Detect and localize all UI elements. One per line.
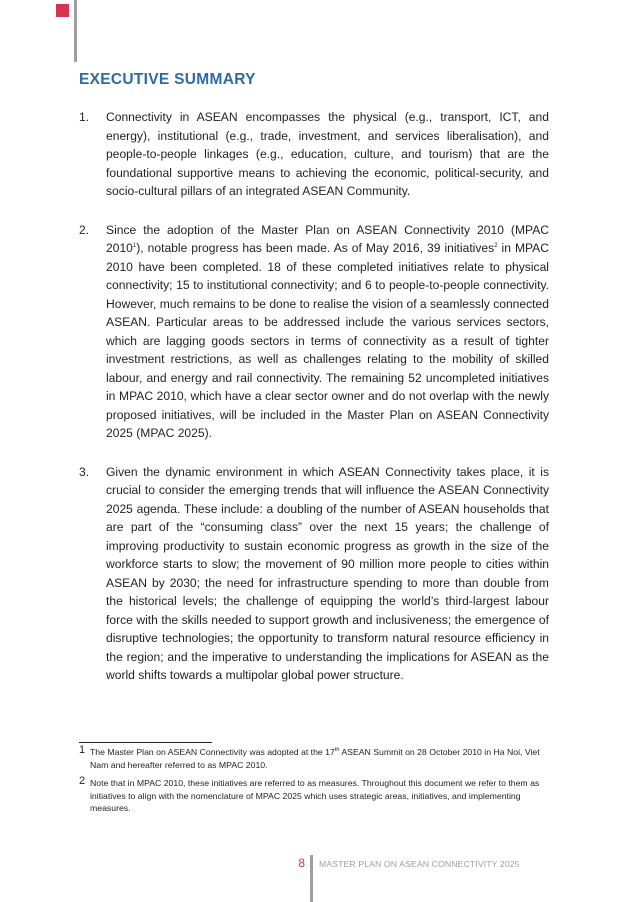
footnote-ref-1[interactable]: 1 [132, 242, 137, 249]
corner-accent-square [56, 4, 69, 17]
footnote-divider [79, 742, 212, 743]
footnote-text-part-a: The Master Plan on ASEAN Connectivity was adopted at the 17 [90, 747, 335, 757]
summary-paragraph-3 [79, 463, 549, 685]
footnote-superscript: th [334, 747, 340, 754]
paragraph-text-part-a: Since the adoption of the Master Plan on ASEAN Connectivity 2010 (MPAC 2010 [106, 222, 549, 255]
paragraph-number: 3. [79, 464, 90, 479]
footnotes [79, 746, 549, 821]
paragraph-number: 1. [79, 110, 90, 124]
summary-paragraph-2 [79, 221, 549, 443]
paragraph-number: 2. [79, 222, 90, 237]
page-number: 8 [298, 856, 305, 870]
paragraph-text-part-c: in MPAC 2010 have been completed. 18 of these completed initiatives relate to physical connectivity; 15 to institutional connectivity; and 6 to people-to-people connectivity. However, much remains to be done to realise the vision of a seamlessly connected ASEAN. Particular areas to be addressed include the various services sectors, which are lagging goods sectors in terms of connectivity as a result of tighter investment restrictions, as well as challenges relating to the mobility of skilled labour, and energy and rail connectivity. The remaining 52 uncompleted initiatives in MPAC 2010, which have a clear sector owner and do not overlap with the newly proposed initiatives, will be included in the Master Plan on ASEAN Connectivity 2025 (MPAC 2025). [106, 241, 549, 440]
footnote-2 [79, 777, 549, 815]
paragraph-text: Connectivity in ASEAN encompasses the physical (e.g., transport, ICT, and energy), institutional (e.g., trade, investment, and services liberalisation), and people-to-people linkages (e.g., education, culture, and tourism) that are the foundational supportive means to achieving the economic, political-security, and socio-cultural pillars of an integrated ASEAN Community. [106, 110, 549, 198]
footnote-ref-2[interactable]: 2 [494, 242, 498, 249]
footer-document-title: MASTER PLAN ON ASEAN CONNECTIVITY 2025 [319, 859, 520, 869]
summary-paragraph-1 [79, 108, 549, 201]
footnote-text: Note that in MPAC 2010, these initiatives are referred to as measures. Throughout this document we refer to them as initiatives to align with the nomenclature of MPAC 2025 which uses strategic areas, initiatives, and implementing measures. [90, 778, 540, 813]
paragraph-text: Given the dynamic environment in which ASEAN Connectivity takes place, it is crucial to consider the emerging trends that will influence the ASEAN Connectivity 2025 agenda. These include: a doubling of the number of ASEAN households that are part of the “consuming class” over the next 15 years; the challenge of improving productivity to sustain economic progress as growth in the size of the workforce starts to slow; the movement of 90 million more people to cities within ASEAN by 2030; the need for infrastructure spending to more than double from the historical levels; the challenge of equipping the world’s third-largest labour force with the skills needed to support growth and inclusiveness; the emergence of disruptive technologies; the opportunity to transform natural resource efficiency in the region; and the imperative to understanding the implications for ASEAN as the world shifts towards a multipolar global power structure. [106, 464, 549, 682]
footer-vertical-rule [310, 855, 313, 902]
page-title: EXECUTIVE SUMMARY [79, 71, 256, 88]
footnote-1 [79, 746, 549, 771]
footnote-text-part-b: ASEAN Summit on 28 October 2010 in Ha Noi, Viet Nam and hereafter referred to as MPAC 2010. [90, 747, 540, 770]
top-vertical-rule [74, 0, 77, 62]
footnote-number: 1 [79, 744, 86, 756]
paragraph-text-part-b: ), notable progress has been made. As of May 2016, 39 initiatives [136, 241, 495, 255]
summary-paragraph-list [79, 108, 549, 705]
footnote-number: 2 [79, 775, 86, 787]
